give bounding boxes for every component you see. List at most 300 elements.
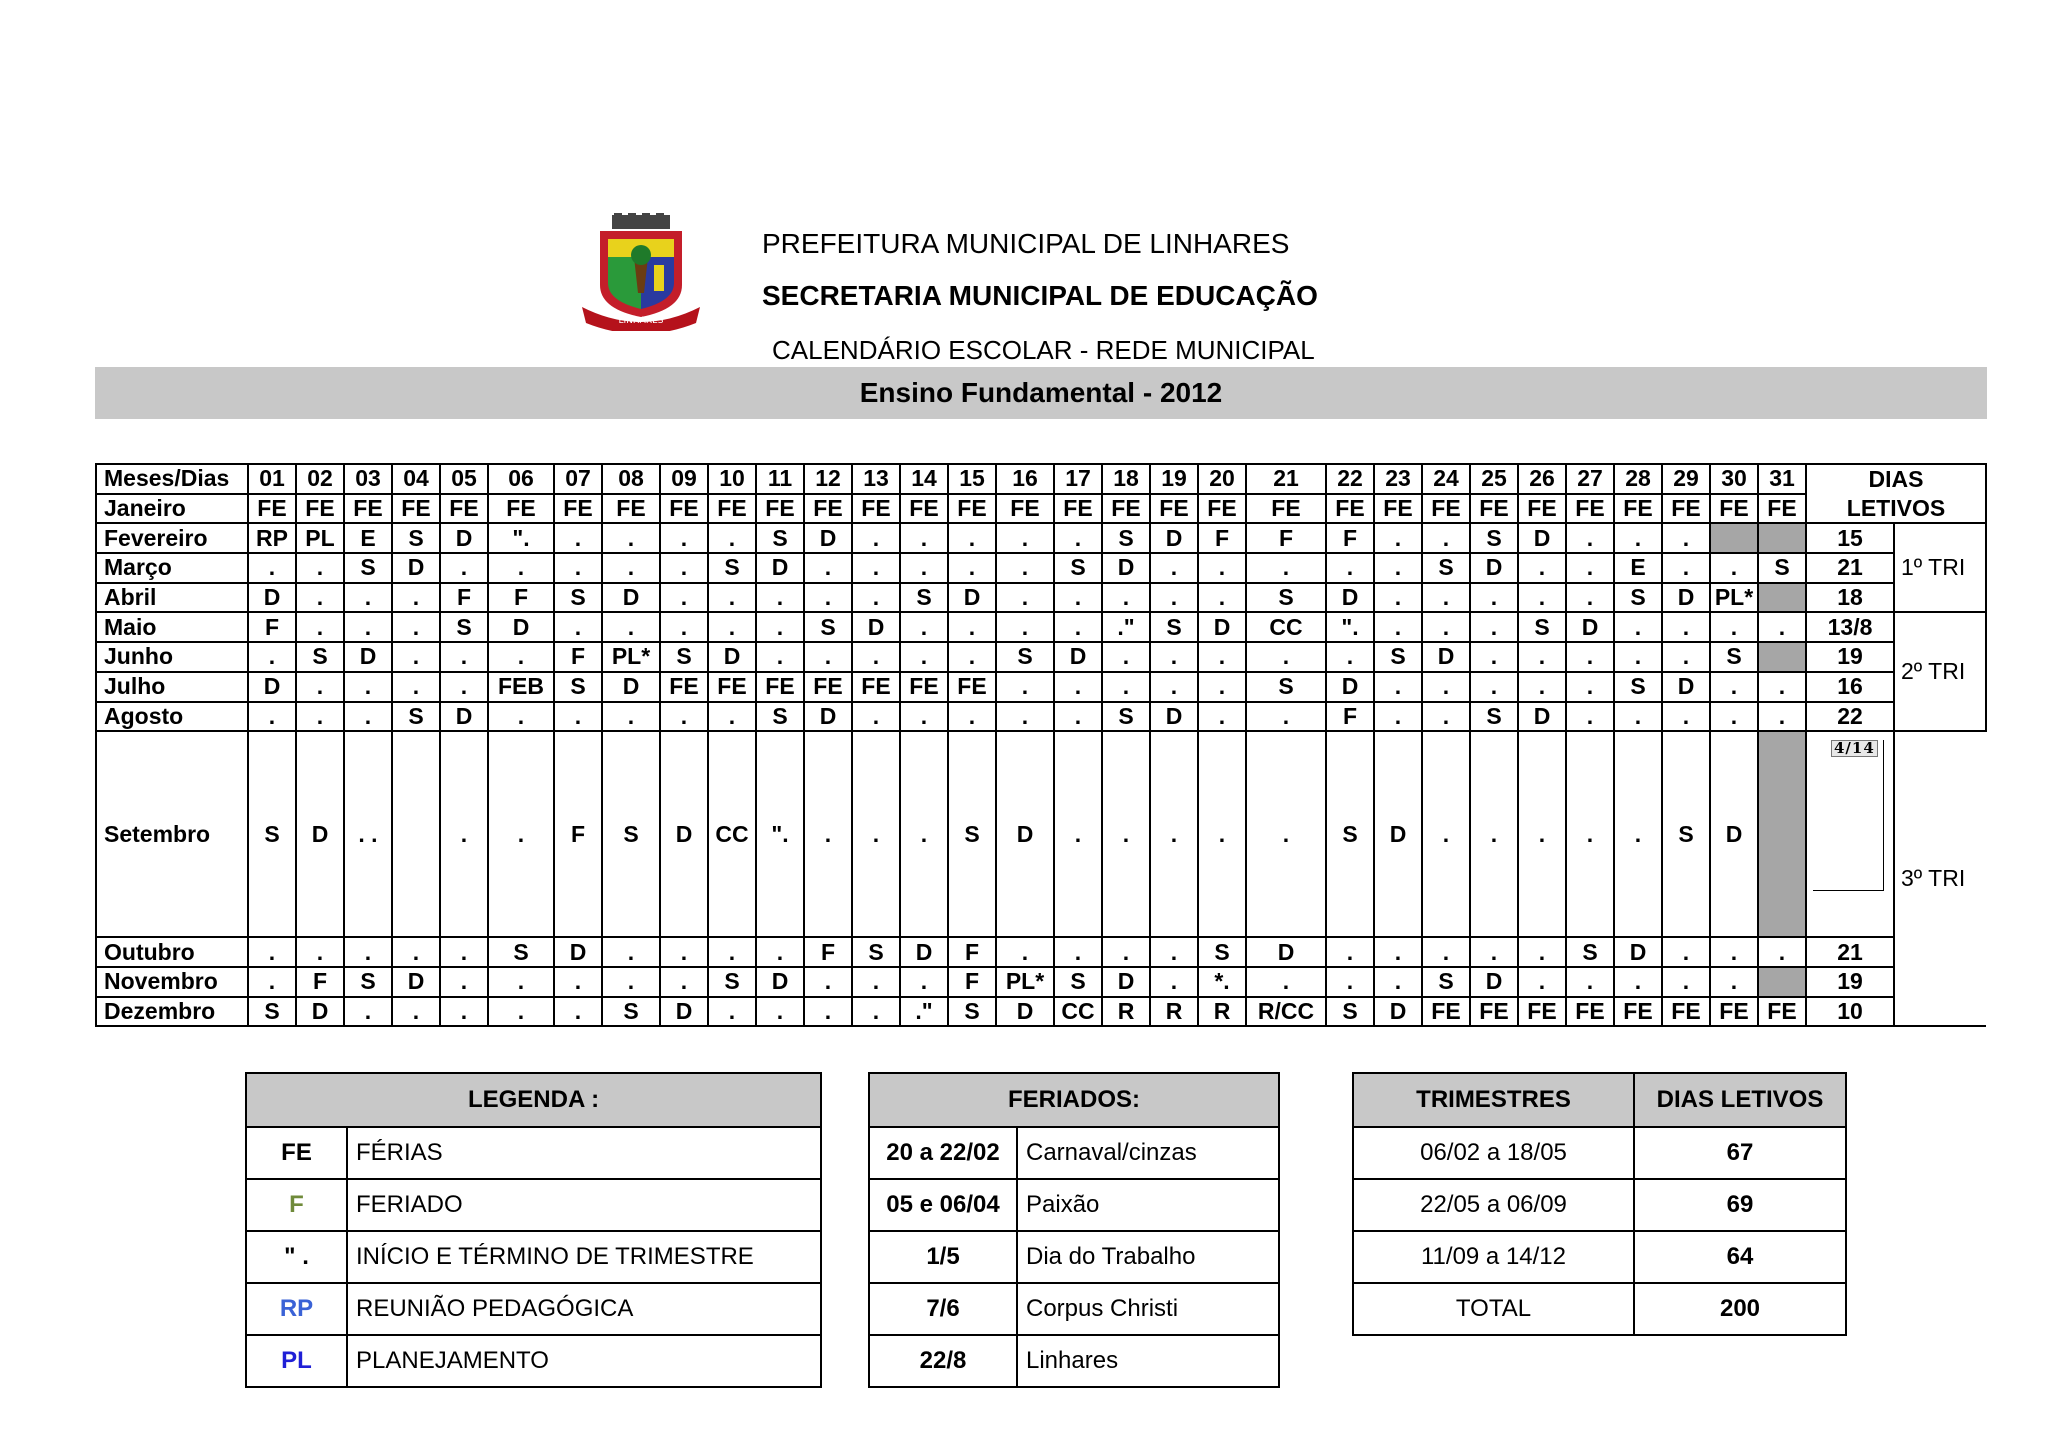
day-cell: . bbox=[440, 997, 488, 1027]
day-cell: S bbox=[1198, 937, 1246, 967]
day-cell: D bbox=[1566, 612, 1614, 642]
day-cell: . bbox=[1566, 523, 1614, 553]
day-cell: S bbox=[804, 612, 852, 642]
day-cell: . bbox=[1470, 612, 1518, 642]
day-cell: FE bbox=[1422, 494, 1470, 524]
day-cell: S bbox=[392, 523, 440, 553]
dias-letivos-col-header: DIAS LETIVOS bbox=[1634, 1073, 1846, 1127]
day-cell: . bbox=[488, 642, 554, 672]
legend-label: INÍCIO E TÉRMINO DE TRIMESTRE bbox=[347, 1231, 821, 1283]
day-cell: FE bbox=[1246, 494, 1326, 524]
day-cell: S bbox=[554, 672, 602, 702]
legend-row bbox=[246, 1179, 821, 1231]
day-cell: . bbox=[1150, 642, 1198, 672]
day-cell: . bbox=[660, 583, 708, 613]
month-name: Setembro bbox=[96, 731, 248, 937]
day-cell: . bbox=[1198, 702, 1246, 732]
day-cell: D bbox=[392, 967, 440, 997]
day-cell: . bbox=[440, 642, 488, 672]
day-cell: . bbox=[1198, 642, 1246, 672]
day-header: 28 bbox=[1614, 464, 1662, 494]
day-cell: . bbox=[1566, 553, 1614, 583]
day-cell: FE bbox=[602, 494, 660, 524]
day-cell: PL* bbox=[602, 642, 660, 672]
setembro-tag: 4/14 bbox=[1831, 740, 1878, 757]
day-cell: D bbox=[900, 937, 948, 967]
day-cell: . bbox=[1246, 967, 1326, 997]
day-cell: ." bbox=[900, 997, 948, 1027]
day-cell: . bbox=[344, 702, 392, 732]
day-cell: D bbox=[1150, 523, 1198, 553]
day-cell: . bbox=[1614, 612, 1662, 642]
day-cell: D bbox=[1710, 731, 1758, 937]
legend-code: PL bbox=[246, 1335, 347, 1387]
trimester-row bbox=[1353, 1179, 1846, 1231]
day-cell: FE bbox=[660, 672, 708, 702]
day-cell: FE bbox=[996, 494, 1054, 524]
day-cell: FE bbox=[900, 672, 948, 702]
day-cell: S bbox=[1422, 967, 1470, 997]
banner-ensino-fundamental: Ensino Fundamental - 2012 bbox=[95, 367, 1987, 419]
day-cell: . bbox=[852, 967, 900, 997]
holiday-row bbox=[869, 1335, 1279, 1387]
day-cell: . bbox=[1374, 937, 1422, 967]
day-cell: . bbox=[756, 642, 804, 672]
day-cell: F bbox=[296, 967, 344, 997]
day-cell: . bbox=[1326, 553, 1374, 583]
day-cell: . bbox=[1054, 731, 1102, 937]
day-cell: . bbox=[344, 672, 392, 702]
day-cell: . bbox=[1054, 672, 1102, 702]
day-cell: D bbox=[1662, 672, 1710, 702]
day-cell: . bbox=[1150, 583, 1198, 613]
day-cell: FE bbox=[1662, 494, 1710, 524]
day-cell: . bbox=[1518, 642, 1566, 672]
day-cell: . bbox=[996, 612, 1054, 642]
day-cell: . bbox=[1470, 642, 1518, 672]
day-cell: FE bbox=[948, 494, 996, 524]
day-cell: . bbox=[948, 702, 996, 732]
month-name: Julho bbox=[96, 672, 248, 702]
day-cell: FE bbox=[1054, 494, 1102, 524]
legend-row bbox=[246, 1231, 821, 1283]
day-cell: . bbox=[488, 967, 554, 997]
day-cell: . bbox=[1198, 553, 1246, 583]
day-cell: . bbox=[344, 997, 392, 1027]
day-cell: . bbox=[392, 997, 440, 1027]
day-cell: . bbox=[248, 553, 296, 583]
day-cell bbox=[1758, 523, 1806, 553]
legend-code: RP bbox=[246, 1283, 347, 1335]
day-cell: S bbox=[1518, 612, 1566, 642]
day-cell: . bbox=[1422, 702, 1470, 732]
day-header: 15 bbox=[948, 464, 996, 494]
day-cell: FE bbox=[756, 494, 804, 524]
dias-letivos-cell: 21 bbox=[1806, 937, 1894, 967]
day-cell: D bbox=[708, 642, 756, 672]
day-cell: FE bbox=[1470, 997, 1518, 1027]
day-cell: D bbox=[996, 997, 1054, 1027]
day-cell: . bbox=[948, 523, 996, 553]
day-cell: . bbox=[1246, 731, 1326, 937]
month-name: Maio bbox=[96, 612, 248, 642]
holiday-date: 22/8 bbox=[869, 1335, 1017, 1387]
day-cell: S bbox=[1102, 702, 1150, 732]
day-cell: . bbox=[1198, 583, 1246, 613]
day-cell: FE bbox=[804, 672, 852, 702]
day-cell: . bbox=[1710, 612, 1758, 642]
day-cell: . bbox=[554, 702, 602, 732]
day-cell: . bbox=[554, 612, 602, 642]
day-cell: FE bbox=[1518, 997, 1566, 1027]
trimester-period: 06/02 a 18/05 bbox=[1353, 1127, 1634, 1179]
day-cell: . bbox=[900, 553, 948, 583]
trimester-period: 11/09 a 14/12 bbox=[1353, 1231, 1634, 1283]
legend-table bbox=[245, 1072, 822, 1388]
day-cell: . bbox=[554, 997, 602, 1027]
day-cell: F bbox=[1246, 523, 1326, 553]
day-cell: FE bbox=[248, 494, 296, 524]
day-cell: S bbox=[602, 731, 660, 937]
dias-letivos-cell: 15 bbox=[1806, 523, 1894, 553]
day-cell: . bbox=[1470, 937, 1518, 967]
day-cell: D bbox=[1422, 642, 1470, 672]
day-cell: . bbox=[440, 967, 488, 997]
trimester-row bbox=[1353, 1283, 1846, 1335]
day-cell: . bbox=[1150, 553, 1198, 583]
day-cell: D bbox=[554, 937, 602, 967]
day-cell: . bbox=[1470, 583, 1518, 613]
day-cell: . bbox=[1422, 612, 1470, 642]
day-cell: . bbox=[852, 731, 900, 937]
day-cell: S bbox=[1470, 523, 1518, 553]
day-cell: D bbox=[1374, 997, 1422, 1027]
day-cell: D bbox=[756, 967, 804, 997]
month-row bbox=[96, 612, 1986, 642]
day-cell: . bbox=[1246, 553, 1326, 583]
day-cell: . bbox=[756, 612, 804, 642]
day-cell: . bbox=[1054, 523, 1102, 553]
day-cell: . bbox=[1518, 731, 1566, 937]
day-cell: . bbox=[900, 523, 948, 553]
day-cell: S bbox=[996, 642, 1054, 672]
day-cell: . bbox=[1150, 672, 1198, 702]
calendario-subtitle: CALENDÁRIO ESCOLAR - REDE MUNICIPAL bbox=[772, 335, 1315, 365]
day-cell: . bbox=[296, 702, 344, 732]
day-cell: FE bbox=[1470, 494, 1518, 524]
holiday-row bbox=[869, 1231, 1279, 1283]
day-cell: S bbox=[1566, 937, 1614, 967]
legend-code: FE bbox=[246, 1127, 347, 1179]
day-header: 25 bbox=[1470, 464, 1518, 494]
day-cell: F bbox=[1326, 523, 1374, 553]
day-cell: . bbox=[248, 937, 296, 967]
day-cell: FE bbox=[756, 672, 804, 702]
dias-letivos-header-2: LETIVOS bbox=[1806, 494, 1986, 524]
day-header: 31 bbox=[1758, 464, 1806, 494]
day-cell: . bbox=[804, 642, 852, 672]
day-cell: R bbox=[1198, 997, 1246, 1027]
day-cell: . bbox=[392, 612, 440, 642]
day-cell: D bbox=[344, 642, 392, 672]
day-cell: D bbox=[1374, 731, 1422, 937]
day-cell: S bbox=[1150, 612, 1198, 642]
day-cell: S bbox=[344, 967, 392, 997]
holiday-date: 05 e 06/04 bbox=[869, 1179, 1017, 1231]
day-cell: D bbox=[1102, 553, 1150, 583]
day-cell: . bbox=[1566, 583, 1614, 613]
day-header: 17 bbox=[1054, 464, 1102, 494]
day-cell: . bbox=[554, 553, 602, 583]
day-header: 04 bbox=[392, 464, 440, 494]
day-cell: . bbox=[602, 967, 660, 997]
day-cell: . bbox=[996, 937, 1054, 967]
dias-letivos-cell bbox=[1806, 731, 1894, 937]
day-cell: S bbox=[660, 642, 708, 672]
day-cell: E bbox=[1614, 553, 1662, 583]
day-cell: . bbox=[1326, 937, 1374, 967]
day-cell: . bbox=[1566, 642, 1614, 672]
day-cell: ". bbox=[488, 523, 554, 553]
day-cell: . bbox=[1374, 672, 1422, 702]
day-cell: S bbox=[1326, 997, 1374, 1027]
day-cell: . bbox=[1518, 583, 1566, 613]
day-cell: S bbox=[1102, 523, 1150, 553]
month-row bbox=[96, 642, 1986, 672]
month-name: Abril bbox=[96, 583, 248, 613]
day-header: 06 bbox=[488, 464, 554, 494]
day-cell: CC bbox=[1246, 612, 1326, 642]
trimester-dias: 67 bbox=[1634, 1127, 1846, 1179]
day-cell: S bbox=[554, 583, 602, 613]
day-cell: S bbox=[1662, 731, 1710, 937]
day-cell: FE bbox=[852, 494, 900, 524]
day-header: 13 bbox=[852, 464, 900, 494]
day-header: 01 bbox=[248, 464, 296, 494]
day-cell: F bbox=[248, 612, 296, 642]
day-cell: . bbox=[1102, 642, 1150, 672]
day-header: 12 bbox=[804, 464, 852, 494]
day-cell: . bbox=[660, 937, 708, 967]
day-cell: D bbox=[1470, 553, 1518, 583]
month-row bbox=[96, 523, 1986, 553]
day-cell: . bbox=[602, 612, 660, 642]
day-cell: D bbox=[1150, 702, 1198, 732]
day-cell: . bbox=[440, 553, 488, 583]
day-cell: FE bbox=[1374, 494, 1422, 524]
dias-letivos-cell: 13/8 bbox=[1806, 612, 1894, 642]
legend-label: FÉRIAS bbox=[347, 1127, 821, 1179]
day-cell: . bbox=[1566, 672, 1614, 702]
dias-letivos-cell: 21 bbox=[1806, 553, 1894, 583]
day-cell: . bbox=[1710, 553, 1758, 583]
day-cell: D bbox=[248, 672, 296, 702]
day-cell: . bbox=[602, 553, 660, 583]
day-cell: S bbox=[344, 553, 392, 583]
holiday-row bbox=[869, 1283, 1279, 1335]
day-header: 08 bbox=[602, 464, 660, 494]
prefeitura-title: PREFEITURA MUNICIPAL DE LINHARES bbox=[762, 228, 1290, 259]
day-cell: . bbox=[804, 583, 852, 613]
day-cell: F bbox=[948, 937, 996, 967]
trimester-1-label: 1º TRI bbox=[1894, 523, 1986, 612]
day-cell: . bbox=[296, 937, 344, 967]
day-cell: . bbox=[248, 967, 296, 997]
day-cell: *. bbox=[1198, 967, 1246, 997]
day-cell: . bbox=[1422, 583, 1470, 613]
day-cell: S bbox=[248, 731, 296, 937]
day-cell: D bbox=[804, 523, 852, 553]
legend-row bbox=[246, 1335, 821, 1387]
day-cell: . bbox=[440, 672, 488, 702]
trimester-dias: 64 bbox=[1634, 1231, 1846, 1283]
svg-text:LINHARES: LINHARES bbox=[618, 316, 664, 326]
day-cell: D bbox=[1326, 583, 1374, 613]
day-cell: . bbox=[296, 672, 344, 702]
day-cell: . bbox=[488, 553, 554, 583]
day-cell: S bbox=[756, 523, 804, 553]
day-cell: F bbox=[554, 731, 602, 937]
day-cell: D bbox=[1198, 612, 1246, 642]
day-header: 24 bbox=[1422, 464, 1470, 494]
dias-letivos-box bbox=[1813, 740, 1884, 891]
holiday-row bbox=[869, 1179, 1279, 1231]
day-header: 29 bbox=[1662, 464, 1710, 494]
day-cell: . bbox=[1758, 937, 1806, 967]
day-cell: . bbox=[1326, 642, 1374, 672]
day-cell: . bbox=[392, 642, 440, 672]
holiday-label: Dia do Trabalho bbox=[1017, 1231, 1279, 1283]
day-cell: FE bbox=[1662, 997, 1710, 1027]
day-cell: . bbox=[1518, 553, 1566, 583]
day-cell: . bbox=[948, 612, 996, 642]
day-header: 20 bbox=[1198, 464, 1246, 494]
day-header: 30 bbox=[1710, 464, 1758, 494]
day-cell: . bbox=[900, 731, 948, 937]
legend-title: LEGENDA : bbox=[246, 1073, 821, 1127]
day-cell: . bbox=[708, 612, 756, 642]
day-cell: FE bbox=[1614, 494, 1662, 524]
trimesters-table bbox=[1352, 1072, 1847, 1336]
day-cell: FE bbox=[1150, 494, 1198, 524]
day-cell: . bbox=[1246, 702, 1326, 732]
day-cell: S bbox=[756, 702, 804, 732]
day-cell: . bbox=[660, 967, 708, 997]
day-cell: D bbox=[392, 553, 440, 583]
month-name: Outubro bbox=[96, 937, 248, 967]
day-cell: . bbox=[1102, 937, 1150, 967]
day-cell: . bbox=[996, 553, 1054, 583]
day-cell: . bbox=[1614, 642, 1662, 672]
day-cell: . bbox=[900, 612, 948, 642]
day-cell: S bbox=[1614, 583, 1662, 613]
holiday-date: 20 a 22/02 bbox=[869, 1127, 1017, 1179]
day-cell: PL* bbox=[1710, 583, 1758, 613]
day-cell: . bbox=[602, 702, 660, 732]
day-cell: D bbox=[1518, 523, 1566, 553]
day-cell: . bbox=[1758, 702, 1806, 732]
legend-code: F bbox=[246, 1179, 347, 1231]
day-cell: FE bbox=[852, 672, 900, 702]
day-cell: D bbox=[948, 583, 996, 613]
trimester-period: 22/05 a 06/09 bbox=[1353, 1179, 1634, 1231]
day-cell: D bbox=[660, 997, 708, 1027]
day-cell: S bbox=[440, 612, 488, 642]
day-cell: ". bbox=[756, 731, 804, 937]
day-cell: RP bbox=[248, 523, 296, 553]
dias-letivos-cell: 19 bbox=[1806, 642, 1894, 672]
day-cell: D bbox=[756, 553, 804, 583]
day-cell: R/CC bbox=[1246, 997, 1326, 1027]
day-header: 05 bbox=[440, 464, 488, 494]
day-cell: S bbox=[1054, 967, 1102, 997]
municipal-crest-logo bbox=[578, 213, 704, 331]
day-cell: S bbox=[248, 997, 296, 1027]
day-cell: . bbox=[1374, 967, 1422, 997]
legend-code: " . bbox=[246, 1231, 347, 1283]
day-cell: D bbox=[1662, 583, 1710, 613]
day-cell: . bbox=[1374, 583, 1422, 613]
day-cell: E bbox=[344, 523, 392, 553]
day-header: 03 bbox=[344, 464, 392, 494]
day-cell: . bbox=[852, 523, 900, 553]
holiday-date: 1/5 bbox=[869, 1231, 1017, 1283]
day-header: 10 bbox=[708, 464, 756, 494]
month-name: Junho bbox=[96, 642, 248, 672]
calendar-table bbox=[95, 463, 1987, 1027]
day-cell: . bbox=[852, 997, 900, 1027]
day-cell: . bbox=[1518, 672, 1566, 702]
day-cell: FE bbox=[392, 494, 440, 524]
day-cell: D bbox=[248, 583, 296, 613]
day-cell: FE bbox=[344, 494, 392, 524]
holidays-title: FERIADOS: bbox=[869, 1073, 1279, 1127]
day-cell: . bbox=[1710, 967, 1758, 997]
day-cell: S bbox=[488, 937, 554, 967]
day-header: 07 bbox=[554, 464, 602, 494]
day-cell: R bbox=[1102, 997, 1150, 1027]
day-cell: . bbox=[708, 523, 756, 553]
day-cell bbox=[1758, 642, 1806, 672]
day-cell: FE bbox=[900, 494, 948, 524]
month-row bbox=[96, 672, 1986, 702]
day-cell: . bbox=[1614, 731, 1662, 937]
day-header: 11 bbox=[756, 464, 804, 494]
holiday-label: Paixão bbox=[1017, 1179, 1279, 1231]
day-cell: . bbox=[660, 612, 708, 642]
day-cell: . . bbox=[344, 731, 392, 937]
day-cell: D bbox=[602, 672, 660, 702]
day-cell: . bbox=[1518, 937, 1566, 967]
day-header: 16 bbox=[996, 464, 1054, 494]
holiday-label: Carnaval/cinzas bbox=[1017, 1127, 1279, 1179]
day-cell: . bbox=[1662, 937, 1710, 967]
holiday-label: Corpus Christi bbox=[1017, 1283, 1279, 1335]
trimester-period: TOTAL bbox=[1353, 1283, 1634, 1335]
day-cell: D bbox=[1246, 937, 1326, 967]
day-cell: . bbox=[1710, 672, 1758, 702]
day-cell: . bbox=[852, 702, 900, 732]
dias-letivos-cell: 22 bbox=[1806, 702, 1894, 732]
month-row bbox=[96, 997, 1986, 1027]
day-cell: . bbox=[488, 731, 554, 937]
day-cell: . bbox=[1566, 702, 1614, 732]
day-cell: D bbox=[1054, 642, 1102, 672]
day-cell: F bbox=[488, 583, 554, 613]
day-cell: . bbox=[756, 937, 804, 967]
day-cell: . bbox=[296, 612, 344, 642]
day-cell: . bbox=[1246, 642, 1326, 672]
